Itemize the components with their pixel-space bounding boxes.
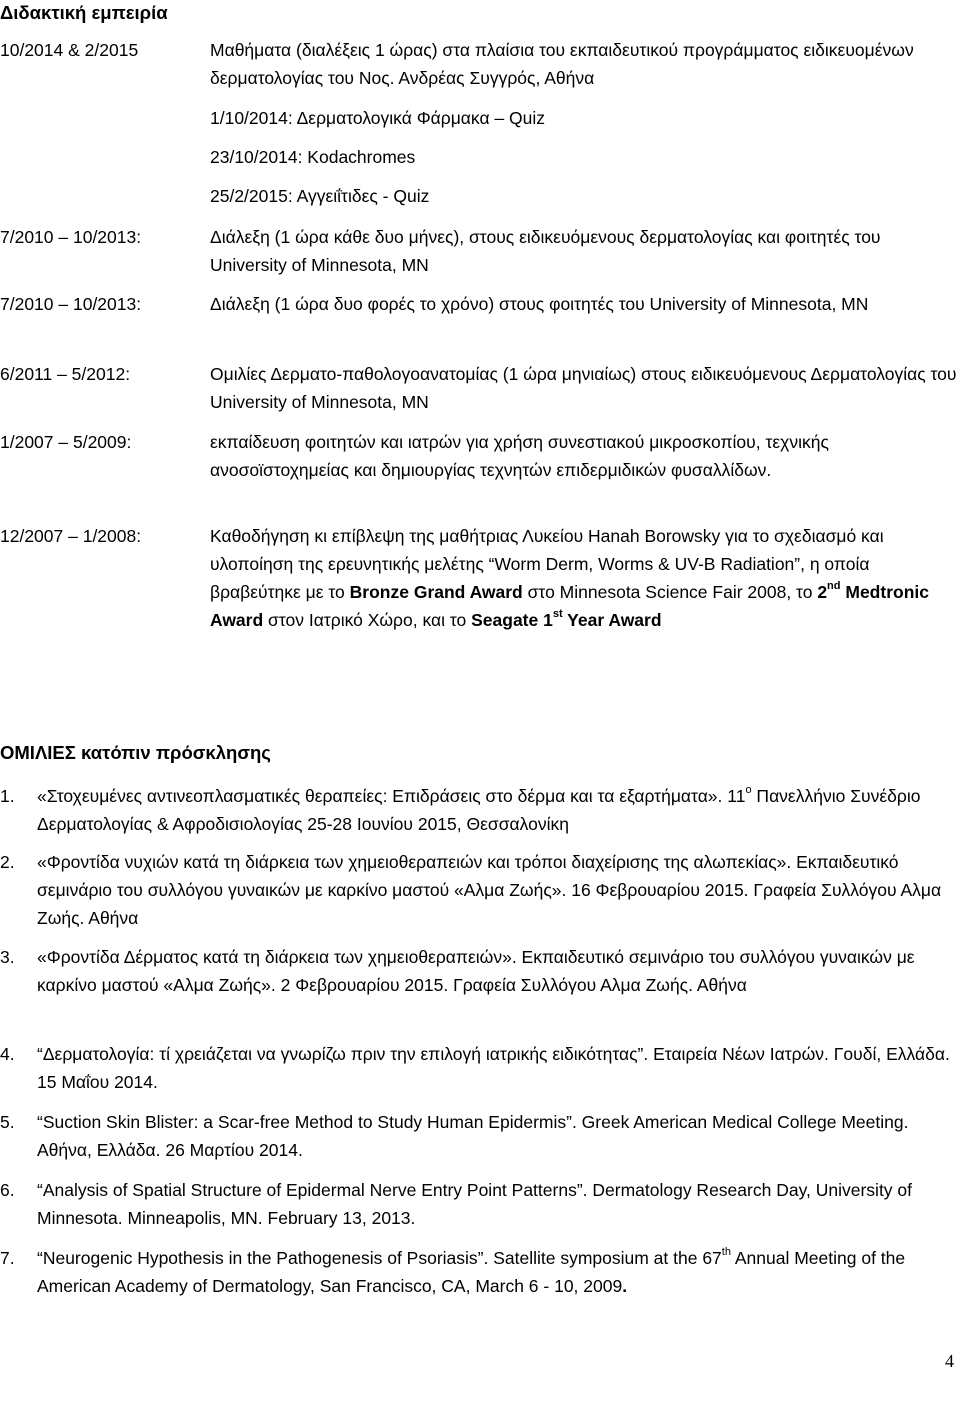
award-name: 2 xyxy=(817,582,828,602)
talks-section-title: ΟΜΙΛΙΕΣ κατόπιν πρόσκλησης xyxy=(0,742,271,763)
text-run: “Neurogenic Hypothesis in the Pathogenesis of Psoriasis”. Satellite symposium at the 67 xyxy=(37,1248,722,1268)
teaching-section-title: Διδακτική εμπειρία xyxy=(0,2,168,23)
talk-number: 4. xyxy=(0,1044,15,1064)
entry-description: Μαθήματα (διαλέξεις 1 ώρας) στα πλαίσια του εκπαιδευτικού προγράμματος ειδικευομένων δερματολογίας του Νος. Ανδρέας Συγγρός, Αθήνα xyxy=(210,40,914,88)
talk-text: “Suction Skin Blister: a Scar-free Method to Study Human Epidermis”. Greek American Medical College Meeting. Αθήνα, Ελλάδα. 26 Μαρτίου 2014. xyxy=(37,1112,909,1160)
superscript: st xyxy=(552,608,563,621)
talk-text: “Δερματολογία: τί χρειάζεται να γνωρίζω πριν την επιλογή ιατρικής ειδικότητας”. Εταιρεία Νέων Ιατρών. Γουδί, Ελλάδα. 15 Μαΐου 2014. xyxy=(37,1044,950,1092)
entry-description: Διάλεξη (1 ώρα δυο φορές το χρόνο) στους φοιτητές του University of Minnesota, MN xyxy=(210,294,869,314)
entry-date: 10/2014 & 2/2015 xyxy=(0,40,139,60)
award-name: Medtronic Award xyxy=(210,582,929,630)
superscript: th xyxy=(721,1246,731,1259)
award-name: Seagate 1 xyxy=(471,610,553,630)
text-run: «Στοχευμένες αντινεοπλασματικές θεραπείες: Επιδράσεις στο δέρμα και τα εξαρτήματα». 11 xyxy=(37,786,746,806)
entry-date: 6/2011 – 5/2012: xyxy=(0,364,131,384)
text-run: Πανελλήνιο Συνέδριο Δερματολογίας & Αφροδισιολογίας 25-28 Ιουνίου 2015, Θεσσαλονίκη xyxy=(37,786,921,834)
talk-text: «Φροντίδα νυχιών κατά τη διάρκεια των χημειοθεραπειών και τρόποι διαχείρισης της αλωπεκίας». Εκπαιδευτικό σεμινάριο του συλλόγου γυναικών με καρκίνο μαστού «Αλμα Ζωής». 16 Φεβρουαρίου 2015. Γραφεία Συλλόγου Αλμα Ζωής. Αθήνα xyxy=(37,852,942,928)
talk-text: «Φροντίδα Δέρματος κατά τη διάρκεια των χημειοθεραπειών». Εκπαιδευτικό σεμινάριο του συλλόγου γυναικών με καρκίνο μαστού «Αλμα Ζωής». 2 Φεβρουαρίου 2015. Γραφεία Συλλόγου Αλμα Ζωής. Αθήνα xyxy=(37,947,915,995)
entry-description xyxy=(210,522,958,634)
text-run: . xyxy=(622,1276,628,1296)
text-run: Annual Meeting of the American Academy of Dermatology, San Francisco, CA, March 6 - 10, 2009 xyxy=(37,1248,906,1296)
talk-text xyxy=(37,1244,958,1300)
text-run: Καθοδήγηση κι επίβλεψη της μαθήτριας Λυκείου Hanah Borowsky για το σχεδιασμό και υλοποίηση της ερευνητικής μελέτης “Worm Derm, Worms & UV-B Radiation”, η οποία βραβεύτηκε με το xyxy=(210,526,884,602)
entry-description: εκπαίδευση φοιτητών και ιατρών για χρήση συνεστιακού μικροσκοπίου, τεχνικής ανοσοϊστοχημείας και δημιουργίας τεχνητών επιδερμιδικών φυσαλλίδων. xyxy=(210,432,829,480)
entry-date: 7/2010 – 10/2013: xyxy=(0,294,142,314)
lecture-item: 1/10/2014: Δερματολογικά Φάρμακα – Quiz xyxy=(210,108,546,128)
entry-date: 12/2007 – 1/2008: xyxy=(0,526,142,546)
entry-date: 7/2010 – 10/2013: xyxy=(0,227,142,247)
text-run: στον Ιατρικό Χώρο, και το xyxy=(263,610,472,630)
entry-date: 1/2007 – 5/2009: xyxy=(0,432,132,452)
talk-text xyxy=(37,782,958,838)
talk-number: 1. xyxy=(0,786,15,806)
page-number: 4 xyxy=(945,1351,954,1371)
entry-description: Ομιλίες Δερματο-παθολογοανατομίας (1 ώρα μηνιαίως) στους ειδικευόμενους Δερματολογίας του University of Minnesota, MN xyxy=(210,364,957,412)
talk-number: 6. xyxy=(0,1180,15,1200)
text-run: στο Minnesota Science Fair 2008, το xyxy=(522,582,818,602)
talk-number: 5. xyxy=(0,1112,15,1132)
talk-number: 3. xyxy=(0,947,15,967)
talk-number: 7. xyxy=(0,1248,15,1268)
entry-description: Διάλεξη (1 ώρα κάθε δυο μήνες), στους ειδικευόμενους δερματολογίας και φοιτητές του University of Minnesota, MN xyxy=(210,227,881,275)
talk-number: 2. xyxy=(0,852,15,872)
award-name: Year Award xyxy=(562,610,662,630)
lecture-item: 23/10/2014: Kodachromes xyxy=(210,147,416,167)
superscript: nd xyxy=(827,580,841,593)
talk-text: “Analysis of Spatial Structure of Epidermal Nerve Entry Point Patterns”. Dermatology Research Day, University of Minnesota. Minneapolis, MN. February 13, 2013. xyxy=(37,1180,913,1228)
superscript: ο xyxy=(745,784,752,797)
lecture-item: 25/2/2015: Αγγειΐτιδες - Quiz xyxy=(210,186,430,206)
award-name: Bronze Grand Award xyxy=(349,582,523,602)
